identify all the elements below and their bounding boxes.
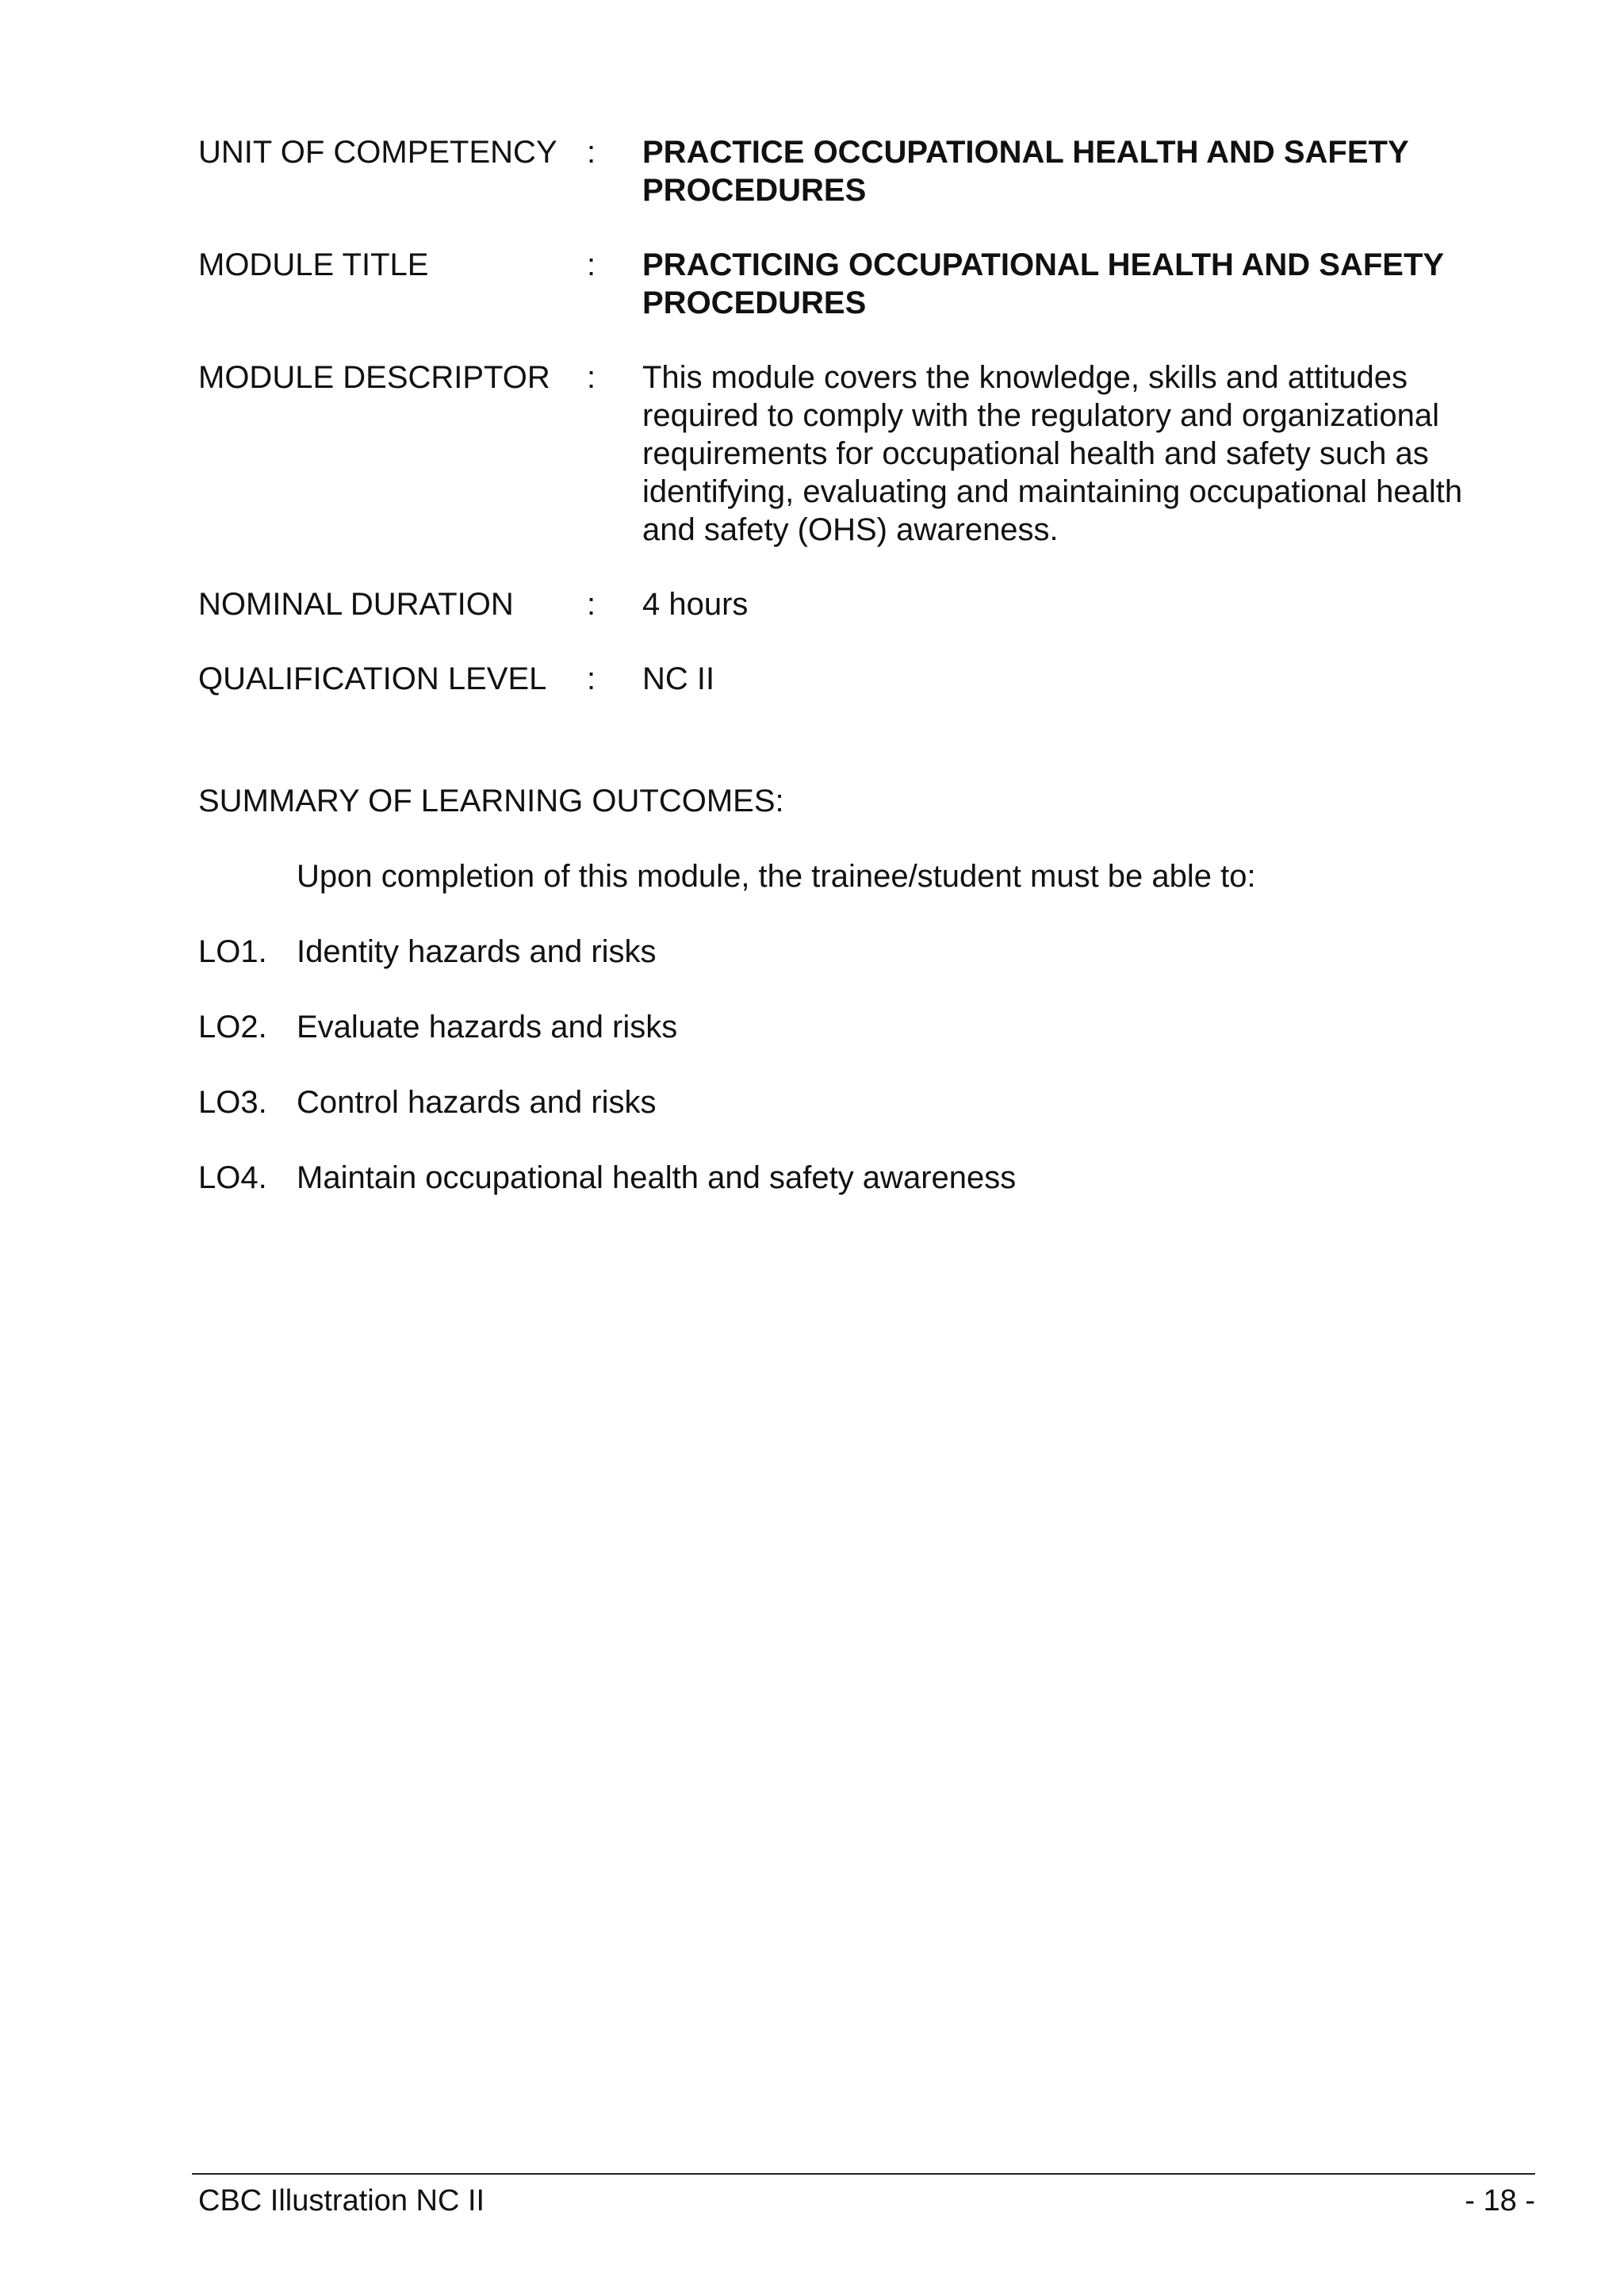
footer-divider xyxy=(192,2173,1535,2175)
field-label: MODULE TITLE xyxy=(198,247,429,282)
field-label: UNIT OF COMPETENCY xyxy=(198,135,557,170)
outcome-text: Control hazards and risks xyxy=(297,1085,657,1120)
list-item xyxy=(198,933,1515,971)
field-separator: : xyxy=(587,587,596,622)
summary-intro: Upon completion of this module, the trainee/student must be able to: xyxy=(297,859,1256,894)
field-label: NOMINAL DURATION xyxy=(198,587,514,622)
field-module-title xyxy=(198,246,1515,322)
field-separator: : xyxy=(587,135,596,170)
field-value: This module covers the knowledge, skills and attitudes required to comply with the regulatory and organizational requirements for occupational health and safety such as identifying, evaluating and maintaining occupational health and safety (OHS) awareness. xyxy=(642,360,1463,547)
list-item xyxy=(198,1008,1515,1046)
field-separator: : xyxy=(587,661,596,696)
field-label: MODULE DESCRIPTOR xyxy=(198,360,550,395)
outcome-code: LO1. xyxy=(198,934,267,969)
outcome-text: Identity hazards and risks xyxy=(297,934,657,969)
field-qualification-level xyxy=(198,660,1515,698)
field-value: PRACTICING OCCUPATIONAL HEALTH AND SAFETY PROCEDURES xyxy=(642,247,1444,320)
summary-heading: SUMMARY OF LEARNING OUTCOMES: xyxy=(198,784,784,818)
outcome-code: LO3. xyxy=(198,1085,267,1120)
list-item xyxy=(198,1159,1515,1197)
field-module-descriptor xyxy=(198,358,1515,549)
module-info-fields xyxy=(198,133,1515,734)
field-value: NC II xyxy=(642,661,715,696)
learning-outcomes-list xyxy=(198,933,1515,1234)
outcome-text: Evaluate hazards and risks xyxy=(297,1010,678,1045)
footer-page-number: - 18 - xyxy=(1465,2184,1535,2217)
footer-document-title: CBC Illustration NC II xyxy=(198,2184,485,2217)
outcome-code: LO2. xyxy=(198,1010,267,1045)
field-nominal-duration xyxy=(198,585,1515,623)
list-item xyxy=(198,1083,1515,1121)
field-value: 4 hours xyxy=(642,587,749,622)
field-value: PRACTICE OCCUPATIONAL HEALTH AND SAFETY PROCEDURES xyxy=(642,135,1408,208)
outcome-text: Maintain occupational health and safety awareness xyxy=(297,1160,1017,1195)
outcome-code: LO4. xyxy=(198,1160,267,1195)
field-unit-of-competency xyxy=(198,133,1515,209)
field-separator: : xyxy=(587,360,596,395)
field-separator: : xyxy=(587,247,596,282)
field-label: QUALIFICATION LEVEL xyxy=(198,661,547,696)
